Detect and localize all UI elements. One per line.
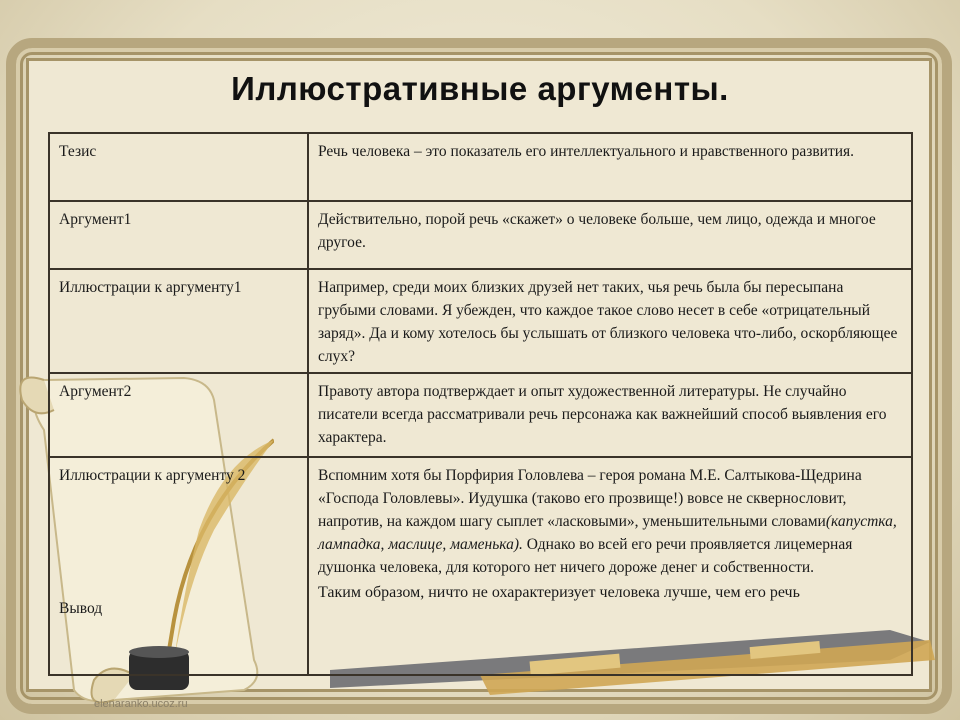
row-text-argument-2: Правоту автора подтверждает и опыт художественной литературы. Не случайно писатели всегда рассматривали речь персонажа как важнейший способ выявления его характера. <box>308 373 912 457</box>
row-text-argument-1: Действительно, порой речь «скажет» о человеке больше, чем лицо, одежда и многое другое. <box>308 201 912 269</box>
arguments-table <box>48 132 913 676</box>
row-text-illustration-2-italic: (капустка, лампадка, маслице, маменька). <box>318 513 897 553</box>
row-label-conclusion: Вывод <box>59 600 103 617</box>
table-row <box>49 457 912 675</box>
row-label-thesis: Тезис <box>49 133 308 201</box>
row-text-illustration-2-main: Вспомним хотя бы Порфирия Головлева – героя романа М.Е. Салтыкова-Щедрина «Господа Головлевы». Иудушка (таково его прозвище!) вовсе не сквернословит, напротив, на каждом шагу сыплет «ласковыми», уменьшительными словами <box>318 467 862 530</box>
row-text-illustration-1: Например, среди моих близких друзей нет таких, чья речь была бы пересыпана грубыми словами. Я убежден, что каждое такое слово несет в себе «отрицательный заряд». Да и кому хотелось бы услышать от близкого человека что-либо, оскорбляющее слух? <box>308 269 912 373</box>
row-text-thesis: Речь человека – это показатель его интеллектуального и нравственного развития. <box>308 133 912 201</box>
watermark: elenaranko.ucoz.ru <box>94 698 188 710</box>
row-label-cell-last <box>49 457 308 675</box>
row-text-illustration-2-end: Однако во всей его речи проявляется лицемерная душонка человека, для которого нет ничего дороже денег и собственности. <box>318 536 853 576</box>
table-row <box>49 373 912 457</box>
table-row <box>49 201 912 269</box>
table-row <box>49 269 912 373</box>
page-title: Иллюстративные аргументы. <box>231 70 729 107</box>
row-text-cell-last <box>308 457 912 675</box>
row-label-illustration-1: Иллюстрации к аргументу1 <box>49 269 308 373</box>
row-label-argument-1: Аргумент1 <box>49 201 308 269</box>
row-label-illustration-2: Иллюстрации к аргументу 2 <box>59 467 246 484</box>
row-text-conclusion: Таким образом, ничто не охарактеризует человека лучше, чем его речь <box>318 584 800 601</box>
row-label-argument-2: Аргумент2 <box>49 373 308 457</box>
table-row <box>49 133 912 201</box>
